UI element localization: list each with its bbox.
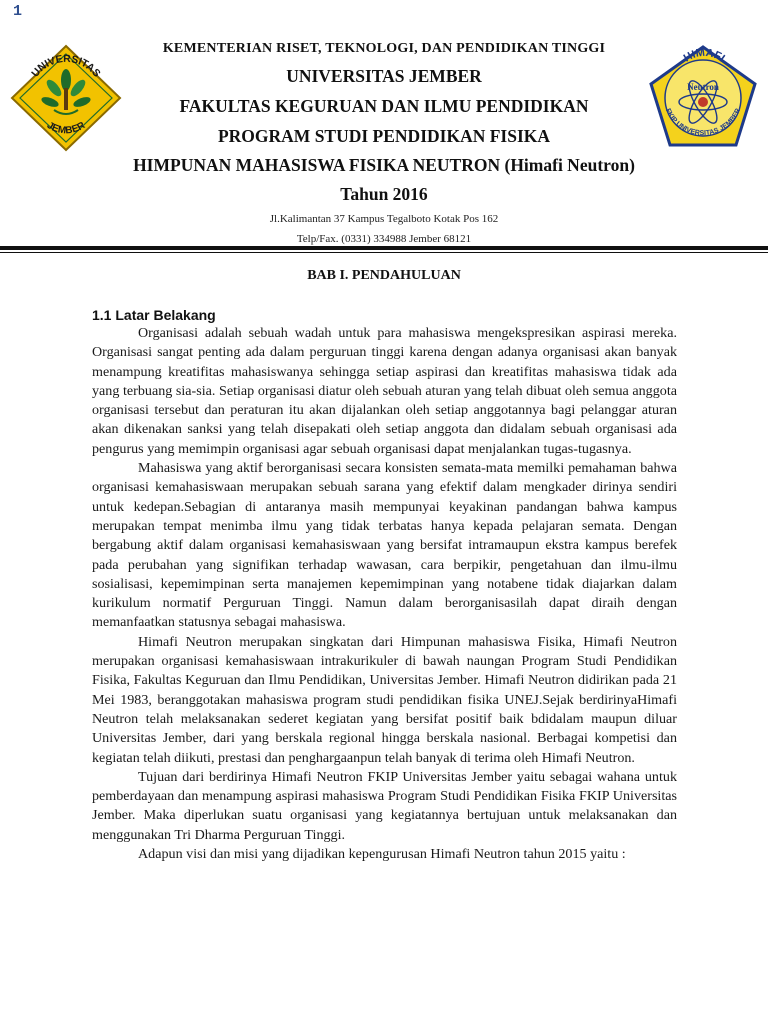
letterhead-divider-thin xyxy=(0,252,768,253)
paragraph: Tujuan dari berdirinya Himafi Neutron FKIP Universitas Jember yaitu sebagai wahana untuk pemberdayaan dan menampung aspirasi mahasiswa Program Studi Pendidikan Fisika FKIP Universitas Jember. Maka diperlukan suatu organisasi yang kegiatannya bertujuan untuk melaksanakan dan menggunakan Tri Dharma Perguruan Tinggi. xyxy=(92,768,677,843)
page-number: 1 xyxy=(13,3,23,20)
universitas-jember-logo xyxy=(10,44,122,152)
unej-logo-top-text: UNIVERSITAS xyxy=(29,52,103,80)
phone-line: Telp/Fax. (0331) 334988 Jember 68121 xyxy=(296,233,472,245)
himafi-logo-bottom-text: FKIP UNIVERSITAS JEMBER xyxy=(663,107,743,138)
body-text xyxy=(92,324,677,864)
section-title: 1.1 Latar Belakang xyxy=(92,307,216,323)
himafi-neutron-logo xyxy=(648,44,758,148)
paragraph: Adapun visi dan misi yang dijadikan kepengurusan Himafi Neutron tahun 2015 yaitu : xyxy=(138,846,626,863)
faculty-heading: FAKULTAS KEGURUAN DAN ILMU PENDIDIKAN xyxy=(179,96,589,116)
association-heading: HIMPUNAN MAHASISWA FISIKA NEUTRON (Himafi Neutron) xyxy=(133,155,635,175)
university-heading: UNIVERSITAS JEMBER xyxy=(286,66,482,86)
himafi-logo-title: HIMAFI xyxy=(681,46,727,65)
letterhead-divider xyxy=(0,246,768,250)
unej-logo-bottom-text: JEMBER xyxy=(44,120,88,137)
himafi-logo-center-text: Neutron xyxy=(687,82,719,92)
paragraph: Organisasi adalah sebuah wadah untuk para mahasiswa mengekspresikan aspirasi mereka. Organisasi sangat penting ada dalam perguruan tinggi karena dengan adanya organisasi akan banyak menampung kreatifitas mahasiswanya sehingga setiap aspirasi dan kreatifitas mahasiswa tidak ada yang terbuang sia-sia. Setiap organisasi diatur oleh sebuah aturan yang telah dibuat oleh semua anggota organisasi tersebut dan peraturan itu akan dijalankan oleh setiap anggotannya bagi pelanggar aturan akan dikenakan sanksi yang telah disepakati oleh setiap anggota dan didalam sebuah organisasi ada pengurus yang memimpin organisasi agar sebuah organisasi dapat menjalankan tugas-tugasnya. xyxy=(92,325,677,457)
program-heading: PROGRAM STUDI PENDIDIKAN FISIKA xyxy=(217,126,551,146)
year-heading: Tahun 2016 xyxy=(340,184,428,204)
address-line: Jl.Kalimantan 37 Kampus Tegalboto Kotak Pos 162 xyxy=(269,213,499,225)
paragraph: Mahasiswa yang aktif berorganisasi secara konsisten semata-mata memilki pemahaman bahwa organisasi kemahasiswaan merupakan sebuah sarana yang efektif dalam mengkader dirinya sendiri untuk kedepan.Sebagian di antaranya masih mempunyai keyakinan pandangan bahwa kampus merupakan tempat menimba ilmu yang tidak terbatas hanya kepada pelajaran semata. Dengan bergabung aktif dalam organisasi kemahasiswaan yang bersifat intramaupun ekstra kampus berefek pada perubahan yang signifikan terhadap wawasan, cara berpikir, pengetahuan dan ilmu-ilmu sosialisasi, kepemimpinan serta manajemen kepemimpinan yang notabene tidak diajarkan dalam kurikulum normatif Perguruan Tinggi. Namun dalam berorganisasilah dapat diraih dengan memanfaatkan statusnya sebagai mahasiswa. xyxy=(92,460,677,631)
chapter-title: BAB I. PENDAHULUAN xyxy=(307,268,461,283)
ministry-heading: KEMENTERIAN RISET, TEKNOLOGI, DAN PENDIDIKAN TINGGI xyxy=(162,41,606,56)
paragraph: Himafi Neutron merupakan singkatan dari Himpunan mahasiswa Fisika, Himafi Neutron merupakan organisasi kemahasiswaan intrakurikuler di bawah naungan Program Studi Pendidikan Fisika, Fakultas Keguruan dan Ilmu Pendidikan, Universitas Jember. Himafi Neutron didirikan pada 21 Mei 1983, beranggotakan mahasiswa program studi pendidikan fisika UNEJ.Sejak berdirinyaHimafi Neutron telah melaksanakan sederet kegiatan yang bersifat positif baik bdidalam maupun diluar Universitas Jember, dari yang berskala regional hingga berskala nasional. Berbagai kompetisi dan kegiatan telah diikuti, prestasi dan penghargaanpun telah banyak di terima oleh Himafi Neutron. xyxy=(92,633,677,766)
